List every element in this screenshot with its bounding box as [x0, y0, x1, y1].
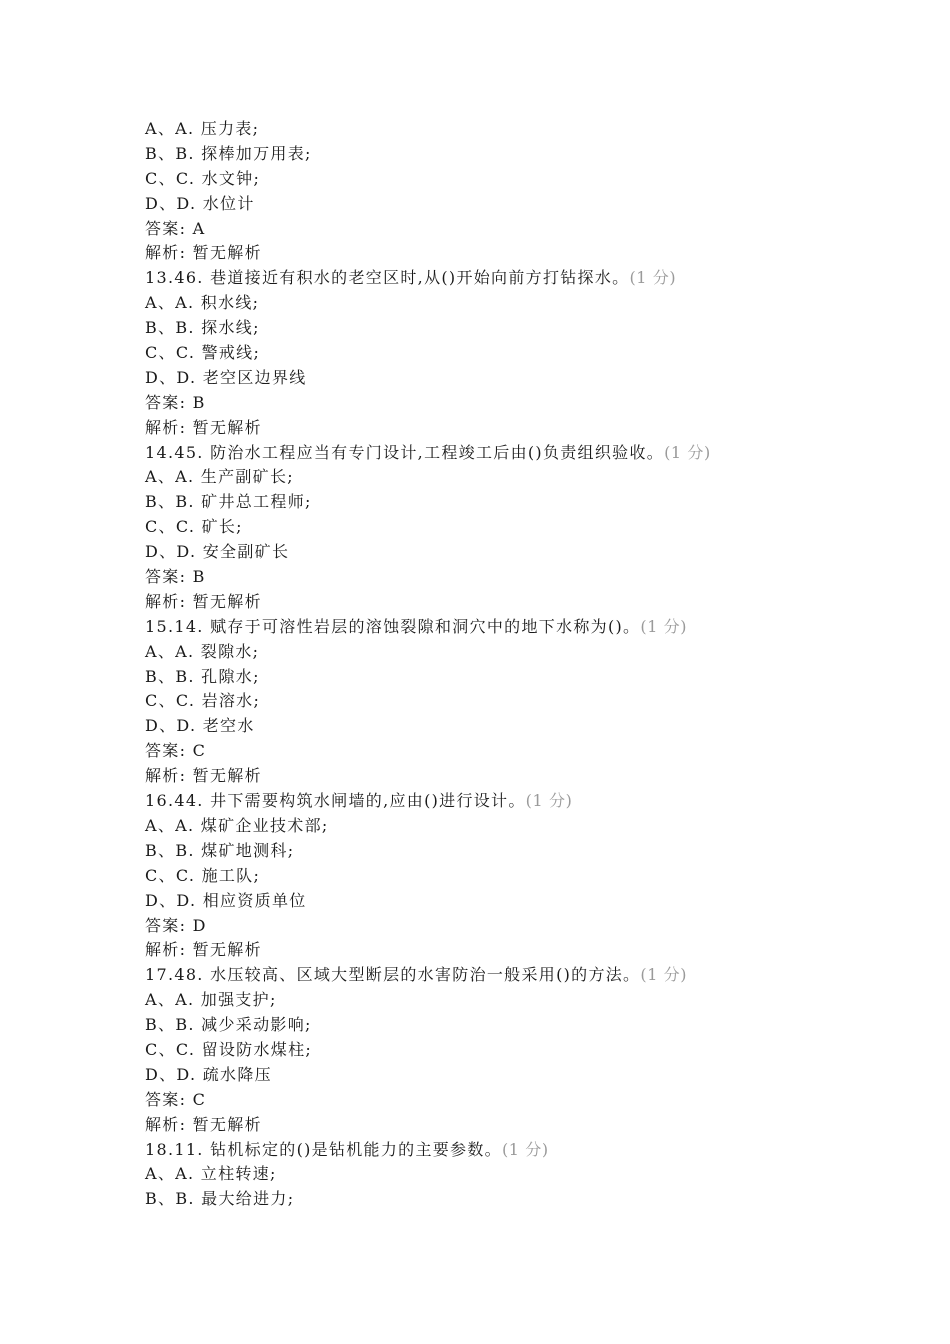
option-line: B、B. 孔隙水; [145, 666, 260, 686]
answer-line: 答案: A [145, 218, 206, 238]
answer-line: 答案: B [145, 392, 206, 412]
question-score: (1 分) [664, 442, 711, 462]
question-score: (1 分) [525, 791, 573, 811]
analysis-line: 解析: 暂无解析 [145, 243, 262, 263]
question-line: 14.45. 防治水工程应当有专门设计,工程竣工后由()负责组织验收。(1 分) [145, 442, 711, 462]
answer-line: 答案: C [145, 741, 207, 761]
option-line: B、B. 减少采动影响; [145, 1015, 312, 1035]
option-line: A、A. 积水线; [145, 293, 260, 313]
option-line: A、A. 裂隙水; [145, 641, 260, 661]
option-line: C、C. 警戒线; [145, 343, 261, 363]
option-line: C、C. 施工队; [145, 865, 261, 885]
option-line: B、B. 最大给进力; [145, 1189, 295, 1209]
option-line: A、A. 加强支护; [145, 990, 277, 1010]
option-line: C、C. 矿长; [145, 517, 243, 537]
option-line: D、D. 疏水降压 [145, 1064, 272, 1084]
question-score: (1 分) [640, 965, 688, 985]
option-line: B、B. 探棒加万用表; [145, 143, 312, 163]
question-line: 16.44. 井下需要构筑水闸墙的,应由()进行设计。(1 分) [145, 791, 573, 811]
question-line: 15.14. 赋存于可溶性岩层的溶蚀裂隙和洞穴中的地下水称为()。(1 分) [145, 616, 688, 636]
option-line: A、A. 煤矿企业技术部; [145, 815, 329, 835]
question-score: (1 分) [629, 268, 677, 288]
option-line: D、D. 老空区边界线 [145, 367, 307, 387]
analysis-line: 解析: 暂无解析 [145, 417, 262, 437]
option-line: C、C. 水文钟; [145, 168, 261, 188]
answer-line: 答案: C [145, 1089, 207, 1109]
option-line: D、D. 水位计 [145, 193, 255, 213]
option-line: A、A. 压力表; [145, 119, 260, 138]
option-line: A、A. 生产副矿长; [145, 467, 294, 487]
option-line: A、A. 立柱转速; [145, 1164, 277, 1184]
option-line: D、D. 老空水 [145, 716, 255, 736]
question-line: 18.11. 钻机标定的()是钻机能力的主要参数。(1 分) [145, 1139, 549, 1159]
option-line: C、C. 岩溶水; [145, 691, 261, 711]
option-line: D、D. 相应资质单位 [145, 890, 307, 910]
option-line: B、B. 矿井总工程师; [145, 492, 312, 512]
question-line: 13.46. 巷道接近有积水的老空区时,从()开始向前方打钻探水。(1 分) [145, 268, 677, 288]
analysis-line: 解析: 暂无解析 [145, 766, 262, 786]
document-page [145, 117, 845, 1212]
analysis-line: 解析: 暂无解析 [145, 1114, 262, 1134]
answer-line: 答案: D [145, 915, 207, 935]
option-line: B、B. 煤矿地测科; [145, 840, 295, 860]
question-line: 17.48. 水压较高、区域大型断层的水害防治一般采用()的方法。(1 分) [145, 965, 688, 985]
answer-line: 答案: B [145, 567, 206, 587]
question-score: (1 分) [640, 616, 688, 636]
option-line: D、D. 安全副矿长 [145, 542, 290, 562]
option-line: B、B. 探水线; [145, 318, 260, 338]
option-line: C、C. 留设防水煤柱; [145, 1039, 313, 1059]
analysis-line: 解析: 暂无解析 [145, 940, 262, 960]
question-score: (1 分) [501, 1139, 549, 1159]
analysis-line: 解析: 暂无解析 [145, 591, 262, 611]
